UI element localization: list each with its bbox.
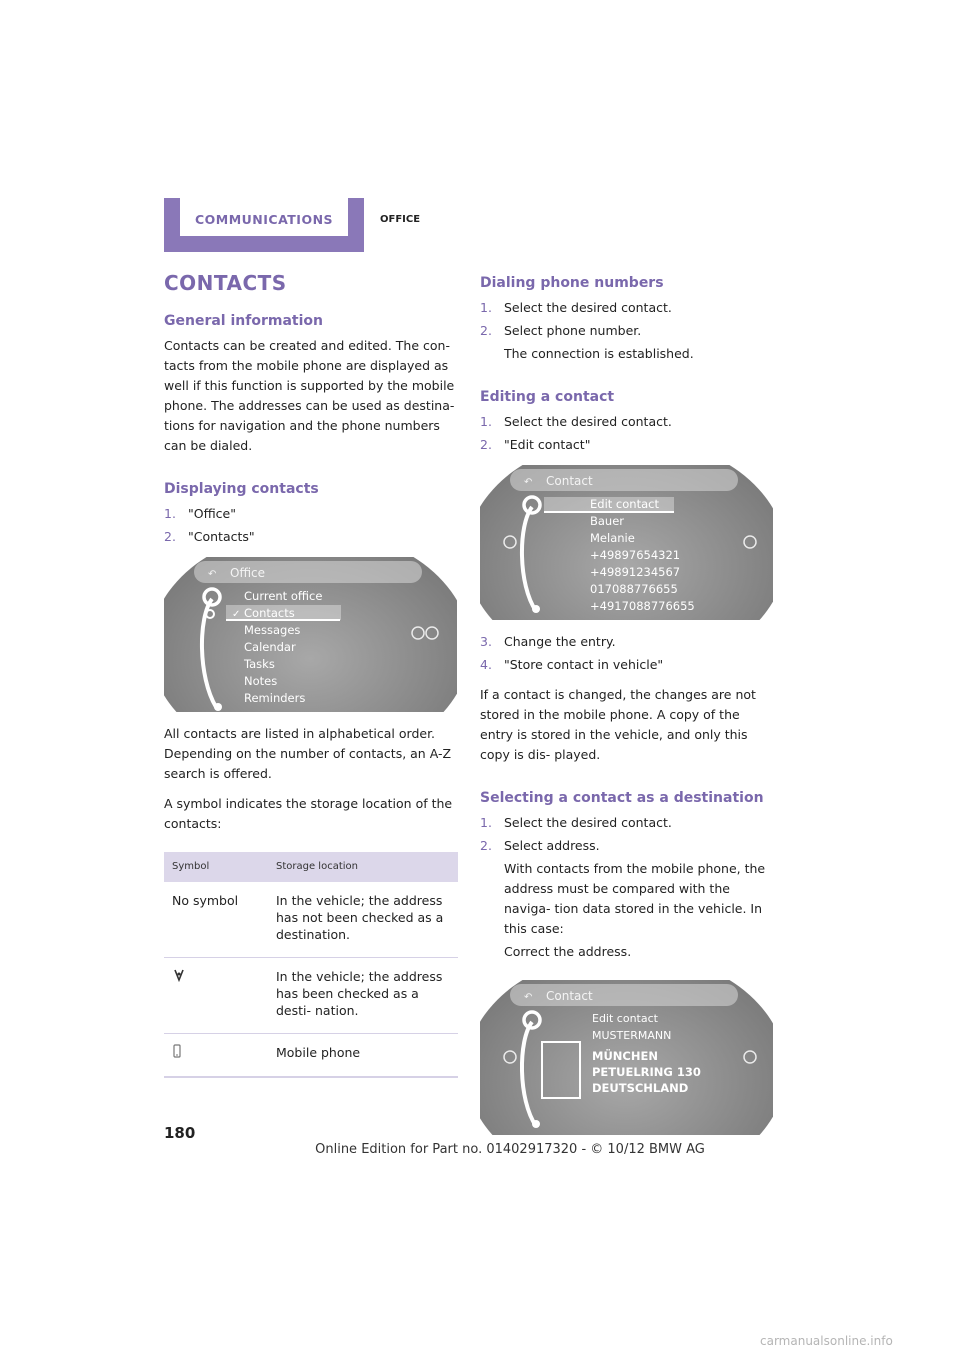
table-cell-symbol: No symbol	[164, 882, 268, 958]
header-storage-location: Storage location	[268, 852, 458, 882]
general-information-heading: General information	[164, 313, 323, 329]
dialing-heading: Dialing phone numbers	[480, 275, 664, 291]
screen-menu-item: +49891234567	[590, 565, 681, 579]
list-item: 3. Change the entry.	[480, 634, 616, 649]
screen-menu-item: Calendar	[244, 640, 296, 654]
page-number: 180	[164, 1124, 196, 1142]
screen-menu-item: DEUTSCHLAND	[592, 1081, 689, 1095]
screen-title: Contact	[546, 474, 593, 488]
screen-title: Office	[230, 566, 266, 580]
table-header-row	[164, 852, 458, 882]
chapter-tab-office: OFFICE	[380, 214, 421, 225]
alphabetical-text: All contacts are listed in alphabetical order. Depending on the number of contacts, an A-Z search is offered.	[164, 726, 452, 781]
table-cell-location: In the vehicle; the address has been checked as a desti- nation.	[268, 958, 458, 1034]
dialing-steps	[480, 298, 776, 364]
screen-menu-item: Current office	[244, 589, 323, 603]
screen-menu-item: +49897654321	[590, 548, 681, 562]
screen-menu-item: MUSTERMANN	[592, 1029, 672, 1042]
displaying-contacts-steps	[164, 504, 460, 547]
table-row	[164, 882, 458, 958]
screen-menu-item: MÜNCHEN	[592, 1049, 658, 1063]
page-title: CONTACTS	[164, 271, 287, 295]
list-item: 2. Select phone number. The connection is established.	[480, 323, 694, 361]
screen-menu-item: Edit contact	[590, 497, 659, 511]
list-item: 1. "Office"	[164, 506, 236, 521]
left-column	[164, 268, 460, 1078]
screen-menu-item: Contacts	[244, 606, 295, 620]
right-column	[480, 272, 776, 1147]
contact-edit-screenshot	[480, 465, 773, 620]
checked-destination-icon	[172, 968, 186, 982]
selecting-heading: Selecting a contact as a destination	[480, 790, 764, 806]
screen-menu-item: Edit contact	[592, 1012, 658, 1025]
list-item: 1. Select the desired contact.	[480, 300, 672, 315]
list-item: 2. "Edit contact"	[480, 437, 591, 452]
editing-steps	[480, 412, 776, 455]
office-menu-screenshot	[164, 557, 457, 712]
table-row	[164, 958, 458, 1034]
screen-menu-item: Tasks	[244, 657, 275, 671]
displaying-contacts-heading: Displaying contacts	[164, 481, 319, 497]
screen-back-icon: ↶	[524, 477, 533, 488]
editing-steps-continued	[480, 632, 776, 675]
screen-menu-item: Bauer	[590, 514, 625, 528]
list-item: 1. Select the desired contact.	[480, 414, 672, 429]
screen-menu-item: +4917088776655	[590, 599, 695, 613]
screen-menu-item: PETUELRING 130	[592, 1065, 701, 1079]
symbol-intro-text: A symbol indicates the storage location of the contacts:	[164, 796, 453, 831]
screen-menu-item: Reminders	[244, 691, 306, 705]
editing-heading: Editing a contact	[480, 389, 615, 405]
screen-back-icon: ↶	[208, 569, 217, 580]
list-item: 1. Select the desired contact.	[480, 815, 672, 830]
list-item: 4. "Store contact in vehicle"	[480, 657, 664, 672]
screen-menu-item: Messages	[244, 623, 301, 637]
list-item: 2. "Contacts"	[164, 529, 255, 544]
section-tab-communications: COMMUNICATIONS	[194, 212, 334, 227]
screen-menu-item: Melanie	[590, 531, 635, 545]
symbol-table	[164, 852, 458, 1078]
table-cell-location: Mobile phone	[268, 1034, 458, 1078]
list-item: 2. Select address. With contacts from the mobile phone, the address must be compared with the naviga- tion data stored in the vehicle. In this case: Correct the address.	[480, 838, 766, 959]
watermark: carmanualsonline.info	[760, 1334, 893, 1348]
screen-back-icon: ↶	[524, 992, 533, 1003]
table-row	[164, 1034, 458, 1078]
mobile-phone-icon	[172, 1044, 182, 1058]
table-cell-location: In the vehicle; the address has not been checked as a destination.	[268, 882, 458, 958]
editing-note-text: If a contact is changed, the changes are not stored in the mobile phone. A copy of the entry is stored in the vehicle, and only this copy is dis- played.	[480, 687, 756, 762]
contact-address-screenshot	[480, 980, 773, 1135]
header-symbol: Symbol	[164, 852, 268, 882]
screen-title: Contact	[546, 989, 593, 1003]
general-information-text: Contacts can be created and edited. The con- tacts from the mobile phone are displayed as well if this function is supported by the mobile phone. The addresses can be used as destina- tions for navigation and the phone numbers can be dialed.	[164, 338, 455, 453]
selecting-steps	[480, 813, 776, 962]
screen-check-icon: ✓	[232, 609, 241, 620]
screen-menu-item: 017088776655	[590, 582, 678, 596]
edition-footer: Online Edition for Part no. 01402917320 - © 10/12 BMW AG	[315, 1142, 705, 1157]
screen-menu-item: Notes	[244, 674, 278, 688]
